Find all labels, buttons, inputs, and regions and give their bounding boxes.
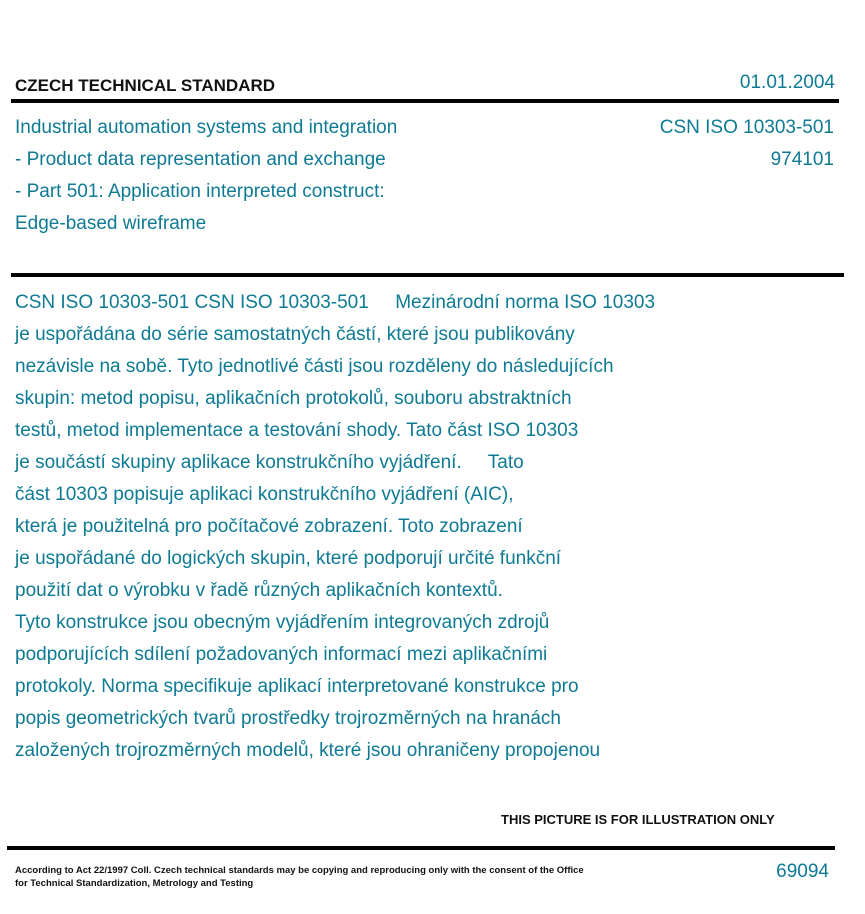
abstract-line: která je použitelná pro počítačové zobrazení. Toto zobrazení	[15, 516, 523, 537]
standard-label: CZECH TECHNICAL STANDARD	[15, 76, 276, 95]
legal-notice	[15, 864, 584, 890]
title-line-2: - Product data representation and exchange	[15, 149, 386, 170]
abstract-line: nezávisle na sobě. Tyto jednotlivé části jsou rozděleny do následujících	[15, 356, 614, 377]
standard-code: CSN ISO 10303-501	[659, 117, 834, 138]
abstract-line: část 10303 popisuje aplikaci konstrukčního vyjádření (AIC),	[15, 484, 514, 505]
title-divider	[11, 273, 844, 277]
abstract-line: Tyto konstrukce jsou obecným vyjádřením integrovaných zdrojů	[15, 612, 550, 633]
abstract-line: popis geometrických tvarů prostředky trojrozměrných na hranách	[15, 708, 561, 729]
abstract-line: založených trojrozměrných modelů, které jsou ohraničeny propojenou	[15, 740, 601, 761]
abstract-line: testů, metod implementace a testování shody. Tato část ISO 10303	[15, 420, 579, 441]
title-line-3: - Part 501: Application interpreted construct:	[15, 181, 385, 202]
legal-notice-line-1: According to Act 22/1997 Coll. Czech technical standards may be copying and reproducing only with the consent of the Office	[15, 865, 584, 876]
title-line-1: Industrial automation systems and integration	[15, 117, 398, 138]
abstract-line: protokoly. Norma specifikuje aplikací interpretované konstrukce pro	[15, 676, 579, 697]
abstract-line: je součástí skupiny aplikace konstrukčního vyjádření. Tato	[15, 452, 524, 473]
abstract-line: skupin: metod popisu, aplikačních protokolů, souboru abstraktních	[15, 388, 572, 409]
abstract-line: je uspořádané do logických skupin, které podporují určité funkční	[15, 548, 562, 569]
document-id: 69094	[776, 861, 829, 882]
abstract-line: je uspořádána do série samostatných částí, které jsou publikovány	[15, 324, 575, 345]
footer-divider	[7, 846, 835, 850]
header-divider	[11, 99, 839, 103]
title-line-4: Edge-based wireframe	[15, 213, 207, 234]
abstract-line: CSN ISO 10303-501 CSN ISO 10303-501 Mezinárodní norma ISO 10303	[15, 292, 656, 313]
abstract-line: použití dat o výrobku v řadě různých aplikačních kontextů.	[15, 580, 503, 601]
illustration-note: THIS PICTURE IS FOR ILLUSTRATION ONLY	[501, 812, 775, 827]
abstract-line: podporujících sdílení požadovaných informací mezi aplikačními	[15, 644, 548, 665]
publication-date: 01.01.2004	[739, 72, 835, 93]
abstract-text	[15, 287, 775, 767]
catalog-number: 974101	[770, 149, 834, 170]
legal-notice-line-2: for Technical Standardization, Metrology and Testing	[15, 878, 254, 889]
